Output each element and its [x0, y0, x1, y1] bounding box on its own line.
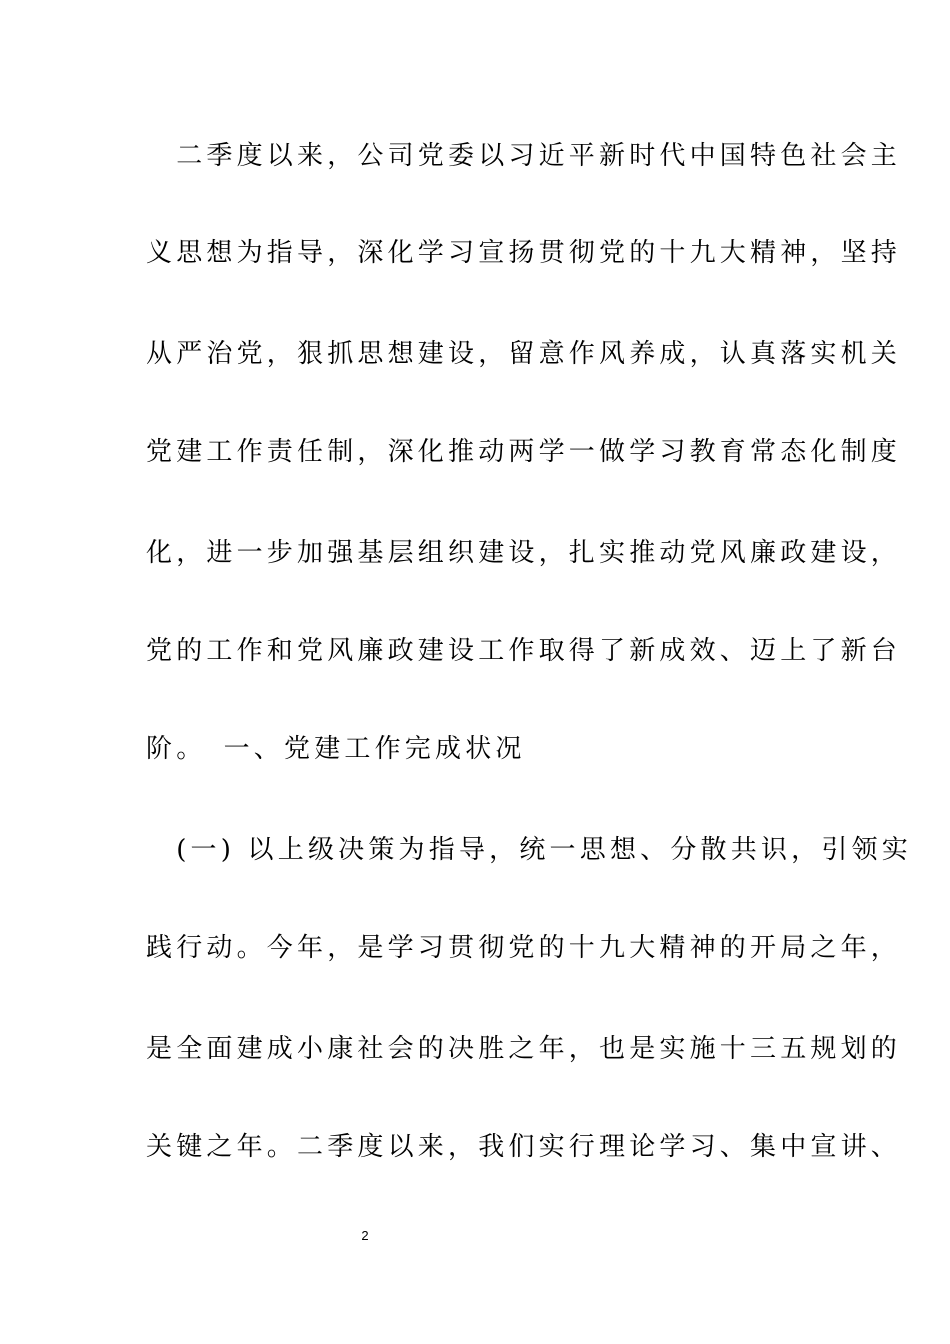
body-text-line: 从严治党，狠抓思想建设，留意作风养成，认真落实机关	[146, 339, 902, 369]
body-text-line: 践行动。今年，是学习贯彻党的十九大精神的开局之年，	[146, 933, 902, 963]
body-text-line: 化，进一步加强基层组织建设，扎实推动党风廉政建设，	[146, 538, 902, 568]
body-text-line: 是全面建成小康社会的决胜之年，也是实施十三五规划的	[146, 1034, 902, 1064]
body-text-line: (一) 以上级决策为指导，统一思想、分散共识，引领实	[146, 835, 912, 865]
page-number: 2	[361, 1228, 369, 1243]
body-text-line: 义思想为指导，深化学习宣扬贯彻党的十九大精神，坚持	[146, 238, 902, 268]
body-text-line: 党建工作责任制，深化推动两学一做学习教育常态化制度	[146, 437, 902, 467]
body-text-line: 二季度以来，公司党委以习近平新时代中国特色社会主	[146, 141, 902, 171]
body-text-line: 党的工作和党风廉政建设工作取得了新成效、迈上了新台	[146, 636, 902, 666]
body-text-line: 关键之年。二季度以来，我们实行理论学习、集中宣讲、	[146, 1132, 902, 1162]
section-heading-line: 阶。 一、党建工作完成状况	[146, 734, 526, 764]
